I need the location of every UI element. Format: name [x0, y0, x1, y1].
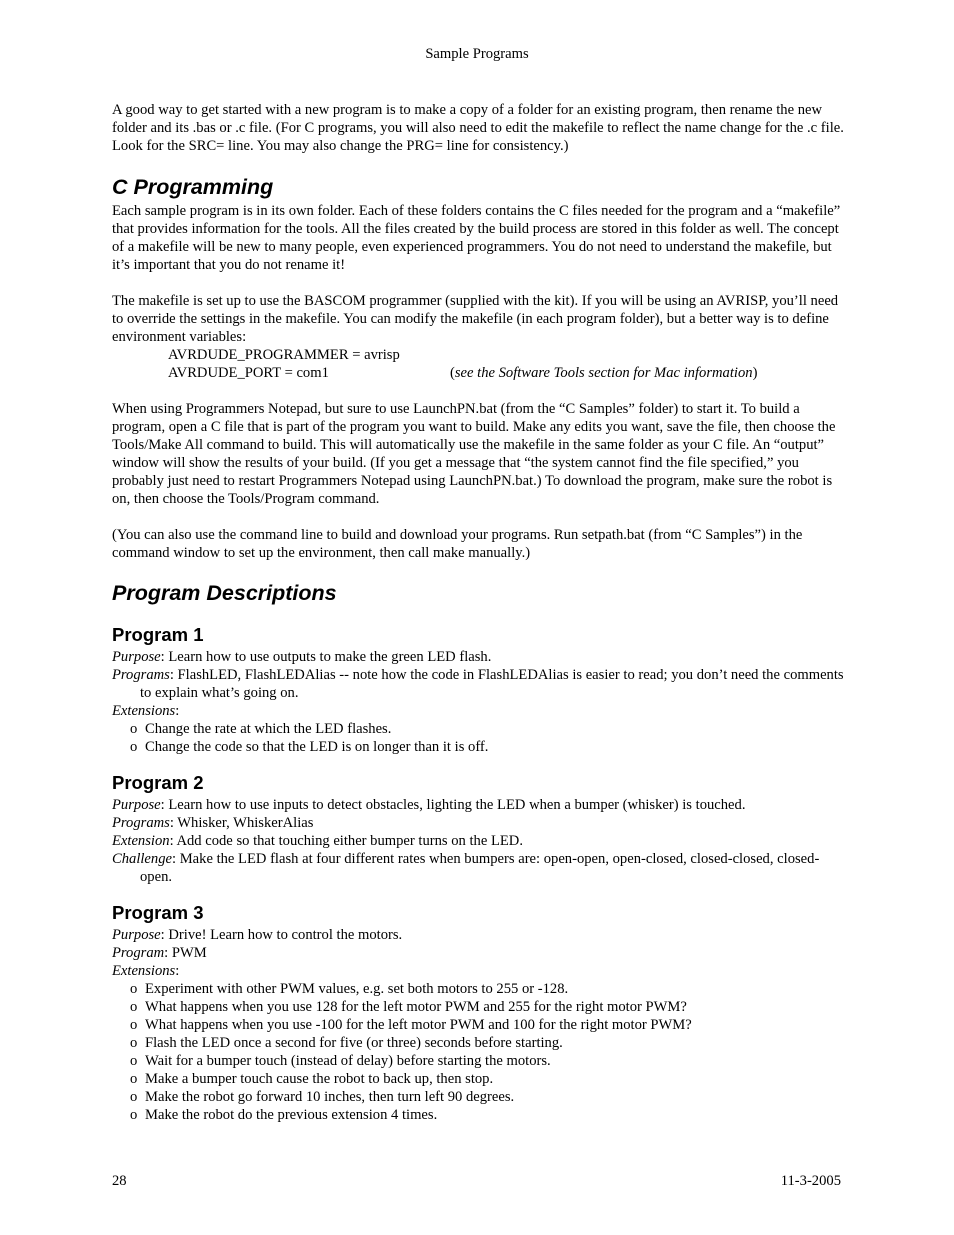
extensions-colon: : [175, 963, 180, 979]
c-programming-paragraph-3: When using Programmers Notepad, but sure to use LaunchPN.bat (from the “C Samples” folder) to start it. To build a program, open a C file that is part of the program you want to build. Make any edits you want, save the file, then choose the Tools/Make All command to build. This will automatically use the makefile in the same folder as your C file. An “output” window will show the results of your build. (If you get a message that “the system cannot find the file specified,” you probably just need to restart Programmers Notepad using LaunchPN.bat.) To download the program, make sure the robot is on, then choose the Tools/Program command. [112, 401, 836, 507]
extension-label: Extension [112, 833, 170, 849]
list-item [130, 738, 844, 756]
note-text: see the Software Tools section for Mac information [454, 365, 753, 381]
programs-text: : Whisker, WhiskerAlias [169, 815, 314, 831]
intro-paragraph: A good way to get started with a new program is to make a copy of a folder for an existing program, then rename the new folder and its .bas or .c file. (For C programs, you will also need to edit the makefile to reflect the name change for the .c file. Look for the SRC= line. You may also change the PRG= line for consistency.) [112, 102, 844, 154]
bullet-icon: o [130, 981, 138, 997]
list-item-text: Make a bumper touch cause the robot to back up, then stop. [145, 1071, 494, 1087]
list-item [130, 1070, 844, 1088]
program-1-programs [112, 666, 844, 702]
list-item-text: Wait for a bumper touch (instead of delay) before starting the motors. [145, 1053, 551, 1069]
program-1-purpose [112, 648, 844, 666]
extensions-label: Extensions [112, 703, 176, 719]
program-1-heading: Program 1 [112, 624, 204, 645]
env-variable-row [168, 346, 844, 364]
env-variable-row [168, 364, 844, 382]
list-item-text: What happens when you use -100 for the left motor PWM and 100 for the right motor PWM? [145, 1017, 692, 1033]
program-2-challenge [112, 850, 844, 886]
list-item-text: Make the robot do the previous extension 4 times. [145, 1107, 438, 1123]
program-text: : PWM [164, 945, 207, 961]
program-descriptions-heading: Program Descriptions [112, 581, 337, 605]
page-content [112, 101, 844, 1124]
program-1-extensions-label [112, 702, 844, 720]
list-item [130, 1016, 844, 1034]
program-2-purpose [112, 796, 844, 814]
page-header: Sample Programs [425, 46, 529, 62]
c-programming-paragraph-2: The makefile is set up to use the BASCOM programmer (supplied with the kit). If you will be using an AVRISP, you’ll need to override the settings in the makefile. You can modify the makefile (in each program folder), but a better way is to define environment variables: [112, 293, 839, 345]
list-item-text: What happens when you use 128 for the left motor PWM and 255 for the right motor PWM? [145, 999, 687, 1015]
extension-text: : Add code so that touching either bumper turns on the LED. [169, 833, 523, 849]
programs-label: Programs [112, 815, 170, 831]
program-3-extensions-label [112, 962, 844, 980]
c-programming-paragraph-1: Each sample program is in its own folder. Each of these folders contains the C files needed for the program and a “makefile” that provides information for the tools. All the files created by the build process are stored in this folder as well. The concept of a makefile will be new to many people, even experienced programmers. You do not need to understand the makefile, but it’s important that you do not rename it! [112, 203, 841, 273]
note-close-paren: ) [752, 365, 758, 381]
c-programming-paragraph-4: (You can also use the command line to build and download your programs. Run setpath.bat (from “C Samples”) in the command window to set up the environment, then call make manually.) [112, 527, 803, 561]
programs-text: : FlashLED, FlashLEDAlias -- note how the code in FlashLEDAlias is easier to read; you don’t need the comments to explain what’s going on. [140, 667, 844, 701]
bullet-icon: o [130, 1071, 138, 1087]
program-3-heading: Program 3 [112, 902, 204, 923]
bullet-icon: o [130, 1107, 138, 1123]
program-2-heading: Program 2 [112, 772, 204, 793]
env-variable-programmer: AVRDUDE_PROGRAMMER = avrisp [168, 347, 400, 363]
list-item [130, 998, 844, 1016]
c-programming-heading: C Programming [112, 175, 274, 199]
list-item [130, 1088, 844, 1106]
bullet-icon: o [130, 1053, 138, 1069]
program-3-program [112, 944, 844, 962]
programs-label: Programs [112, 667, 170, 683]
list-item-text: Change the code so that the LED is on longer than it is off. [145, 739, 489, 755]
bullet-icon: o [130, 1017, 138, 1033]
challenge-label: Challenge [112, 851, 172, 867]
list-item-text: Experiment with other PWM values, e.g. set both motors to 255 or -128. [145, 981, 569, 997]
list-item [130, 980, 844, 998]
list-item-text: Flash the LED once a second for five (or three) seconds before starting. [145, 1035, 563, 1051]
list-item [130, 1106, 844, 1124]
program-1-extensions-list [112, 720, 844, 756]
program-label: Program [112, 945, 165, 961]
program-3-purpose [112, 926, 844, 944]
purpose-label: Purpose [112, 927, 161, 943]
extensions-label: Extensions [112, 963, 176, 979]
list-item [130, 1034, 844, 1052]
bullet-icon: o [130, 721, 138, 737]
footer-date: 11-3-2005 [780, 1173, 841, 1189]
challenge-text: : Make the LED flash at four different rates when bumpers are: open-open, open-closed, closed-closed, closed-open. [140, 851, 820, 885]
list-item [130, 1052, 844, 1070]
page-number: 28 [112, 1173, 127, 1189]
purpose-label: Purpose [112, 649, 161, 665]
extensions-colon: : [175, 703, 180, 719]
env-variable-note [450, 364, 757, 382]
program-2-extension [112, 832, 844, 850]
list-item-text: Make the robot go forward 10 inches, then turn left 90 degrees. [145, 1089, 515, 1105]
list-item [130, 720, 844, 738]
bullet-icon: o [130, 739, 138, 755]
list-item-text: Change the rate at which the LED flashes. [145, 721, 392, 737]
bullet-icon: o [130, 1089, 138, 1105]
bullet-icon: o [130, 1035, 138, 1051]
bullet-icon: o [130, 999, 138, 1015]
env-variable-port: AVRDUDE_PORT = com1 [168, 365, 329, 381]
note-open-paren: ( [450, 365, 455, 381]
purpose-label: Purpose [112, 797, 161, 813]
program-3-extensions-list [112, 980, 844, 1124]
purpose-text: : Drive! Learn how to control the motors. [160, 927, 403, 943]
purpose-text: : Learn how to use inputs to detect obstacles, lighting the LED when a bumper (whisker) is touched. [160, 797, 746, 813]
env-variables-block [112, 346, 844, 382]
purpose-text: : Learn how to use outputs to make the green LED flash. [160, 649, 492, 665]
program-2-programs [112, 814, 844, 832]
